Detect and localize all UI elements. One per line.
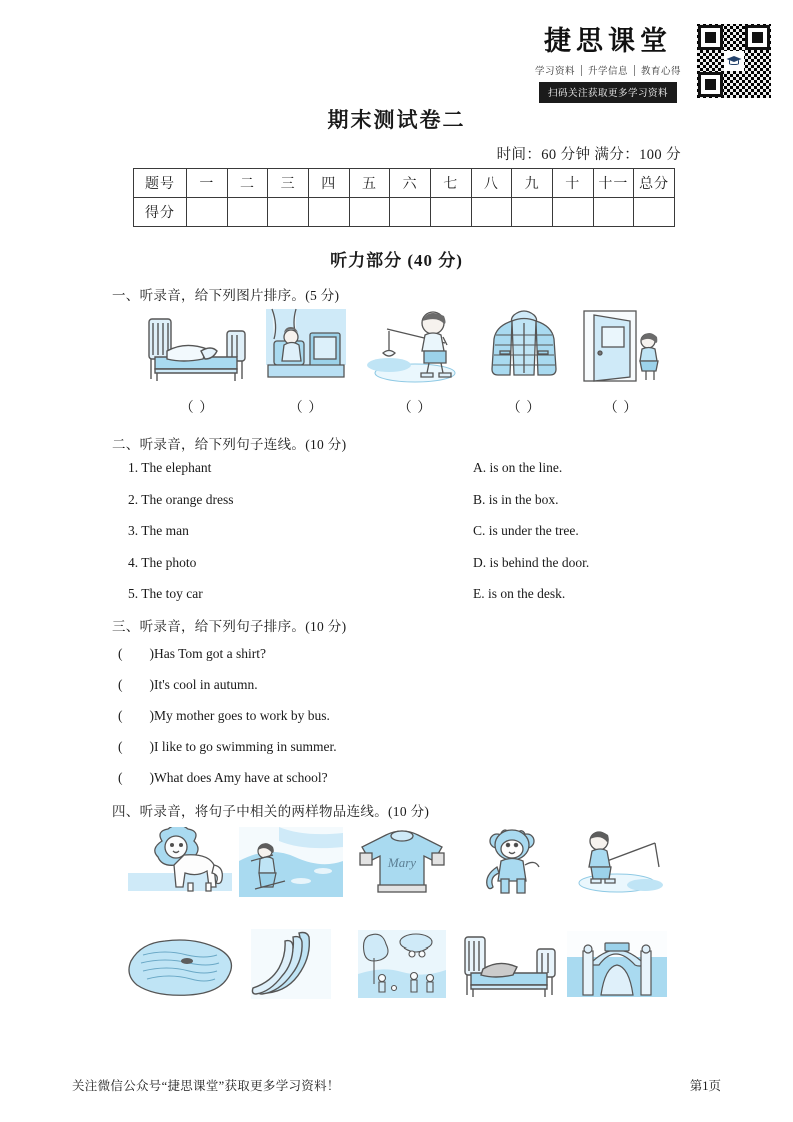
match-right-2[interactable]: C. is under the tree. — [473, 523, 579, 538]
answer-blank-3[interactable]: （ ） — [506, 401, 542, 416]
match-right-3[interactable]: D. is behind the door. — [473, 554, 590, 570]
page-title: 期末测试卷二 — [327, 108, 466, 132]
score-cell-8[interactable] — [512, 198, 553, 227]
table-row-scores — [134, 198, 675, 227]
question-2-matching-list — [128, 460, 673, 618]
picture-child-skiing[interactable] — [236, 826, 346, 898]
order-item-0[interactable]: ( )Has Tom got a shirt? — [118, 646, 267, 661]
score-cell-6[interactable] — [430, 198, 471, 227]
order-item-1[interactable]: ( )It's cool in autumn. — [118, 677, 258, 692]
picture-lake[interactable] — [124, 928, 236, 1000]
question-4-heading: 四、听录音，将句子中相关的两样物品连线。(10 分) — [112, 804, 430, 819]
order-item-2[interactable]: ( )My mother goes to work by bus. — [118, 708, 330, 723]
question-4-picture-row-two — [124, 928, 669, 1000]
brand-sub-item-1: 升学信息 — [587, 67, 628, 78]
score-table-col-10: 十一 — [593, 169, 634, 198]
footer-note: 关注微信公众号“捷思课堂”获取更多学习资料！ — [72, 1079, 340, 1093]
question-1-answer-blanks — [138, 397, 668, 417]
picture-monkey[interactable] — [458, 826, 564, 898]
answer-blank-2[interactable]: （ ） — [397, 401, 433, 416]
score-cell-0[interactable] — [187, 198, 228, 227]
question-3-heading: 三、听录音，给下列句子排序。(10 分) — [112, 619, 347, 634]
list-item — [128, 586, 673, 602]
picture-bed — [138, 306, 256, 386]
sweater-name-label: Mary — [387, 855, 417, 870]
qr-finder-top-left — [698, 25, 723, 50]
brand-sub-item-0: 学习资料 — [534, 67, 575, 78]
picture-boy-fishing — [356, 306, 474, 386]
brand-header — [529, 24, 771, 103]
list-item — [128, 555, 673, 571]
picture-park-gate[interactable] — [564, 928, 669, 1000]
score-cell-2[interactable] — [268, 198, 309, 227]
list-item — [128, 460, 673, 476]
page-number-footer: 第1页 — [689, 1079, 721, 1093]
order-item-4[interactable]: ( )What does Amy have at school? — [118, 770, 328, 785]
question-1-picture-row — [138, 306, 668, 386]
table-row-header — [134, 169, 675, 198]
match-left-2[interactable]: 3. The man — [128, 523, 189, 538]
score-cell-4[interactable] — [349, 198, 390, 227]
picture-lion[interactable] — [124, 826, 236, 898]
score-table-row-label-0: 题号 — [134, 169, 187, 198]
brand-banner: 扫码关注获取更多学习资料 — [539, 82, 677, 103]
brand-subtitle — [529, 63, 687, 77]
order-item-3[interactable]: ( )I like to go swimming in summer. — [118, 739, 337, 754]
score-table-row-label-1: 得分 — [134, 198, 187, 227]
question-4-picture-row-one — [124, 826, 669, 898]
score-table-col-2: 三 — [268, 169, 309, 198]
match-left-3[interactable]: 4. The photo — [128, 554, 197, 570]
score-table-col-1: 二 — [227, 169, 268, 198]
qr-finder-top-right — [745, 25, 770, 50]
picture-winter-jacket — [474, 306, 574, 386]
picture-child-watching-tv — [256, 306, 356, 386]
score-table-col-11: 总分 — [634, 169, 675, 198]
score-cell-5[interactable] — [390, 198, 431, 227]
qr-finder-bottom-left — [698, 72, 723, 97]
picture-bananas[interactable] — [236, 928, 346, 1000]
picture-sweater-mary[interactable] — [346, 826, 458, 898]
score-cell-9[interactable] — [552, 198, 593, 227]
score-cell-11[interactable] — [634, 198, 675, 227]
score-table-col-8: 九 — [512, 169, 553, 198]
answer-blank-0[interactable]: （ ） — [179, 401, 215, 416]
score-table — [133, 168, 675, 227]
score-cell-10[interactable] — [593, 198, 634, 227]
picture-girl-behind-door — [574, 306, 668, 386]
score-table-col-7: 八 — [471, 169, 512, 198]
score-table-col-9: 十 — [552, 169, 593, 198]
brand-sub-item-2: 教育心得 — [640, 67, 681, 78]
score-table-col-5: 六 — [390, 169, 431, 198]
qr-code-icon — [697, 24, 771, 98]
picture-boy-fishing-2[interactable] — [564, 826, 669, 898]
question-2-heading: 二、听录音，给下列句子连线。(10 分) — [112, 437, 347, 452]
score-table-col-4: 五 — [349, 169, 390, 198]
brand-text-group — [529, 24, 687, 103]
match-right-1[interactable]: B. is in the box. — [473, 491, 559, 507]
match-right-4[interactable]: E. is on the desk. — [473, 586, 566, 601]
match-left-1[interactable]: 2. The orange dress — [128, 491, 234, 507]
answer-blank-1[interactable]: （ ） — [288, 401, 324, 416]
match-left-4[interactable]: 5. The toy car — [128, 586, 203, 601]
question-1-heading: 一、听录音，给下列图片排序。(5 分) — [112, 288, 340, 303]
question-3-ordering-list — [118, 646, 337, 801]
match-left-0[interactable]: 1. The elephant — [128, 460, 212, 475]
score-table-col-3: 四 — [308, 169, 349, 198]
answer-blank-4[interactable]: （ ） — [603, 401, 639, 416]
score-cell-3[interactable] — [308, 198, 349, 227]
picture-park-playground[interactable] — [346, 928, 458, 1000]
listening-part-title: 听力部分 (40 分) — [330, 251, 463, 270]
exam-meta: 时间：60 分钟 满分：100 分 — [496, 147, 681, 163]
score-cell-1[interactable] — [227, 198, 268, 227]
list-item — [128, 492, 673, 508]
score-table-col-6: 七 — [430, 169, 471, 198]
graduation-cap-icon — [724, 51, 744, 71]
picture-bed-2[interactable] — [458, 928, 564, 1000]
score-table-col-0: 一 — [187, 169, 228, 198]
list-item — [128, 523, 673, 539]
match-right-0[interactable]: A. is on the line. — [473, 460, 563, 475]
score-cell-7[interactable] — [471, 198, 512, 227]
brand-title: 捷思课堂 — [543, 26, 672, 56]
